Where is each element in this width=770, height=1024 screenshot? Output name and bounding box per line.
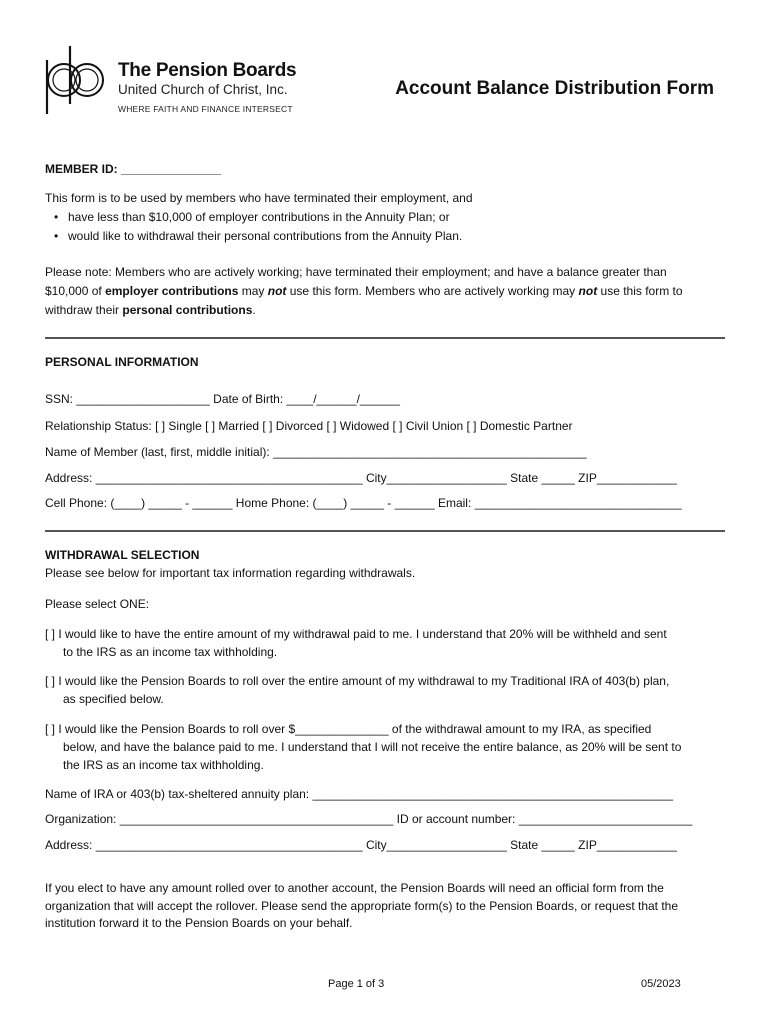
member-name-field[interactable]: Name of Member (last, first, middle initial): _______________________________________________ xyxy=(45,445,587,459)
ira-plan-name-field[interactable]: Name of IRA or 403(b) tax-sheltered annuity plan: ______________________________________________________ xyxy=(45,787,673,801)
option-text: [ ] I would like the Pension Boards to roll over the entire amount of my withdrawal to my Traditional IRA of 403(b) plan, xyxy=(45,674,670,688)
personal-info-heading: PERSONAL INFORMATION xyxy=(45,355,199,369)
form-title: Account Balance Distribution Form xyxy=(395,78,714,99)
rollover-note-line-3: institution forward it to the Pension Boards on your behalf. xyxy=(45,916,353,930)
bullet-text: would like to withdrawal their personal contributions from the Annuity Plan. xyxy=(68,229,463,243)
withdrawal-heading: WITHDRAWAL SELECTION xyxy=(45,548,200,562)
note-text: use this form. Members who are actively working may xyxy=(286,284,579,298)
tax-note: Please see below for important tax information regarding withdrawals. xyxy=(45,566,416,580)
note-line-2 xyxy=(45,282,683,300)
member-id-field[interactable]: MEMBER ID: _______________ xyxy=(45,162,222,176)
note-emphasis: not xyxy=(578,284,598,298)
logo-tagline: WHERE FAITH AND FINANCE INTERSECT xyxy=(118,104,293,114)
section-divider xyxy=(45,337,725,339)
pension-boards-logo-mark-icon xyxy=(44,44,110,120)
logo-subname: United Church of Christ, Inc. xyxy=(118,82,288,97)
page-number: Page 1 of 3 xyxy=(328,978,385,990)
note-emphasis: personal contributions xyxy=(122,303,253,317)
note-emphasis: not xyxy=(267,284,287,298)
rollover-note-line-1: If you elect to have any amount rolled over to another account, the Pension Boards will need an official form from the xyxy=(45,881,664,895)
intro-text: This form is to be used by members who have terminated their employment, and xyxy=(45,191,473,205)
note-text: $10,000 of xyxy=(45,284,106,298)
withdrawal-option-partial-rollover[interactable] xyxy=(45,720,681,774)
section-divider xyxy=(45,530,725,532)
select-one-label: Please select ONE: xyxy=(45,597,150,611)
bullet-item xyxy=(54,208,450,226)
note-line-1: Please note: Members who are actively working; have terminated their employment; and have a balance greater than xyxy=(45,265,667,279)
logo-name: The Pension Boards xyxy=(118,60,297,81)
pension-boards-logo xyxy=(44,44,297,120)
option-text: [ ] I would like to have the entire amount of my withdrawal paid to me. I understand that 20% will be withheld and sent xyxy=(45,627,667,641)
ssn-dob-field[interactable]: SSN: ____________________ Date of Birth: ____/______/______ xyxy=(45,392,400,406)
revision-date: 05/2023 xyxy=(641,978,681,990)
phone-email-field[interactable]: Cell Phone: (____) _____ - ______ Home Phone: (____) _____ - ______ Email: _______________________________ xyxy=(45,496,682,510)
bullet-dot-icon: • xyxy=(54,210,59,224)
rollover-address-field[interactable]: Address: ________________________________________ City__________________ State _____ ZIP____________ xyxy=(45,838,677,852)
bullet-dot-icon: • xyxy=(54,229,59,243)
note-text: may xyxy=(238,284,268,298)
note-text: use this form to xyxy=(597,284,683,298)
organization-field[interactable]: Organization: _________________________________________ ID or account number: __________________________ xyxy=(45,812,693,826)
option-text: [ ] I would like the Pension Boards to roll over $______________ of the withdrawal amount to my IRA, as specified xyxy=(45,722,652,736)
rollover-note-line-2: organization that will accept the rollover. Please send the appropriate form(s) to the Pension Boards, or request that the xyxy=(45,899,679,913)
member-address-field[interactable]: Address: ________________________________________ City__________________ State _____ ZIP____________ xyxy=(45,471,677,485)
option-text: the IRS as an income tax withholding. xyxy=(63,758,264,772)
bullet-item xyxy=(54,227,463,245)
option-text: to the IRS as an income tax withholding. xyxy=(63,645,278,659)
bullet-text: have less than $10,000 of employer contributions in the Annuity Plan; or xyxy=(68,210,450,224)
note-emphasis: employer contributions xyxy=(105,284,239,298)
option-text: below, and have the balance paid to me. I understand that I will not receive the entire balance, as 20% will be sent to xyxy=(63,740,682,754)
withdrawal-option-full-rollover[interactable] xyxy=(45,672,669,708)
relationship-status-field[interactable]: Relationship Status: [ ] Single [ ] Married [ ] Divorced [ ] Widowed [ ] Civil Union [ ] Domestic Partner xyxy=(45,419,573,433)
note-text: . xyxy=(252,303,256,317)
withdrawal-option-full-payment[interactable] xyxy=(45,625,667,661)
note-line-3 xyxy=(45,301,256,319)
option-text: as specified below. xyxy=(63,692,164,706)
note-text: withdraw their xyxy=(45,303,123,317)
